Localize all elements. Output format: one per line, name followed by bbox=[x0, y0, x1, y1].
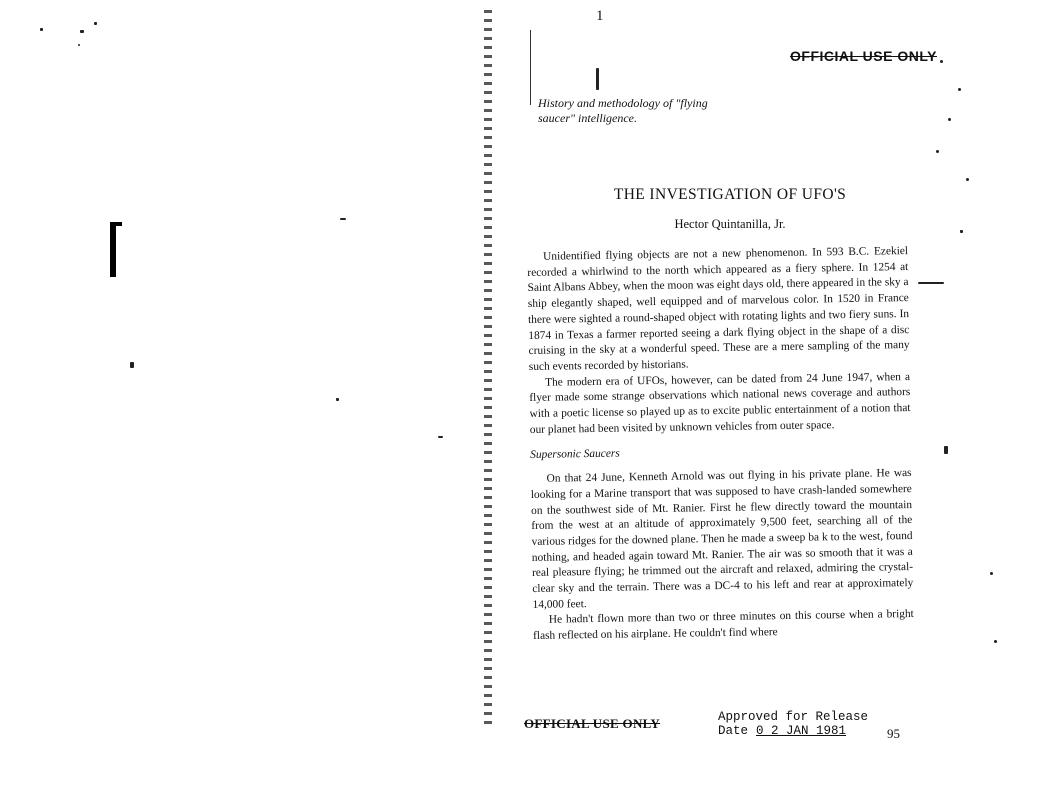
scan-speck bbox=[130, 362, 134, 368]
article-title: THE INVESTIGATION OF UFO'S bbox=[613, 186, 847, 203]
scan-artifact-mark bbox=[110, 222, 116, 277]
scan-speck bbox=[958, 88, 961, 91]
paragraph: Unidentified flying objects are not a new phenomenon. In 593 B.C. Ezekiel recorded a whirlwind to the north which appeared as a fiery sphere. In 1254 at Saint Albans Abbey, when the moon was eight days old, there appeared in the sky a ship elegantly shaped, well equipped and of marvelous color. In 1520 in France there were sighted a round-shaped object with rotating lights and two fiery suns. In 1874 in Texas a farmer reported seeing a dark flying object in the shape of a disc cruising in the sky at a wonderful speed. These are a mere sampling of the many such events recorded by historians. bbox=[527, 245, 910, 373]
binding-edge bbox=[484, 10, 492, 730]
article-body bbox=[527, 244, 914, 645]
scan-speck bbox=[596, 68, 599, 90]
date-label: Date bbox=[718, 724, 749, 738]
scan-speck bbox=[994, 640, 997, 643]
scan-speck bbox=[944, 446, 948, 454]
classification-footer: OFFICIAL USE ONLY bbox=[524, 716, 661, 731]
scan-speck bbox=[94, 22, 97, 25]
scan-speck bbox=[960, 230, 963, 233]
scan-speck bbox=[80, 30, 84, 33]
scan-speck bbox=[918, 282, 944, 284]
classification-header: OFFICIAL USE ONLY bbox=[790, 48, 937, 64]
top-page-number: 1 bbox=[596, 8, 604, 24]
article-author: Hector Quintanilla, Jr. bbox=[674, 217, 786, 231]
scan-speck bbox=[936, 150, 939, 153]
scan-speck bbox=[940, 60, 943, 63]
paragraph: On that 24 June, Kenneth Arnold was out flying in his private plane. He was looking for a Marine transport that was supposed to have crash-landed somewhere on the southwest side of Mt. Ranier. First he flew directly toward the mountain from the west at an altitude of approximately 9,500 feet, searching all of the various ridges for the downed plane. Then he made a sweep ba k to the west, found nothing, and headed again toward Mt. Ranier. The air was so smooth that it was a real pleasure flying; he trimmed out the aircraft and relaxed, admiring the crystal-clear sky and the terrain. There was a DC-4 to his left and rear at approximately 14,000 feet. bbox=[530, 467, 914, 611]
scan-speck bbox=[966, 178, 969, 181]
scan-speck bbox=[990, 572, 993, 575]
approved-label: Approved for Release bbox=[718, 710, 869, 724]
scan-speck bbox=[438, 436, 443, 438]
scan-speck bbox=[948, 118, 951, 121]
scan-speck bbox=[336, 398, 339, 401]
scan-speck bbox=[340, 218, 346, 220]
page-number: 95 bbox=[887, 726, 900, 741]
series-label: History and methodology of "flying saucer" intelligence. bbox=[538, 96, 708, 125]
release-date: 0 2 JAN 1981 bbox=[756, 724, 847, 738]
release-date-line bbox=[718, 724, 868, 738]
release-stamp bbox=[718, 710, 868, 738]
paragraph: He hadn't flown more than two or three minutes on this course when a bright flash reflected on his airplane. He couldn't find where bbox=[532, 608, 914, 643]
scan-speck bbox=[78, 44, 80, 46]
paragraph: The modern era of UFOs, however, can be dated from 24 June 1947, when a flyer made some strange observations which national news coverage and authors with a poetic license so played up as to excite public entertainment of a notion that our planet had been visited by unknown vehicles from outer space. bbox=[529, 370, 911, 436]
section-heading: Supersonic Saucers bbox=[530, 448, 620, 462]
scan-speck bbox=[40, 28, 43, 31]
margin-rule bbox=[530, 30, 531, 105]
